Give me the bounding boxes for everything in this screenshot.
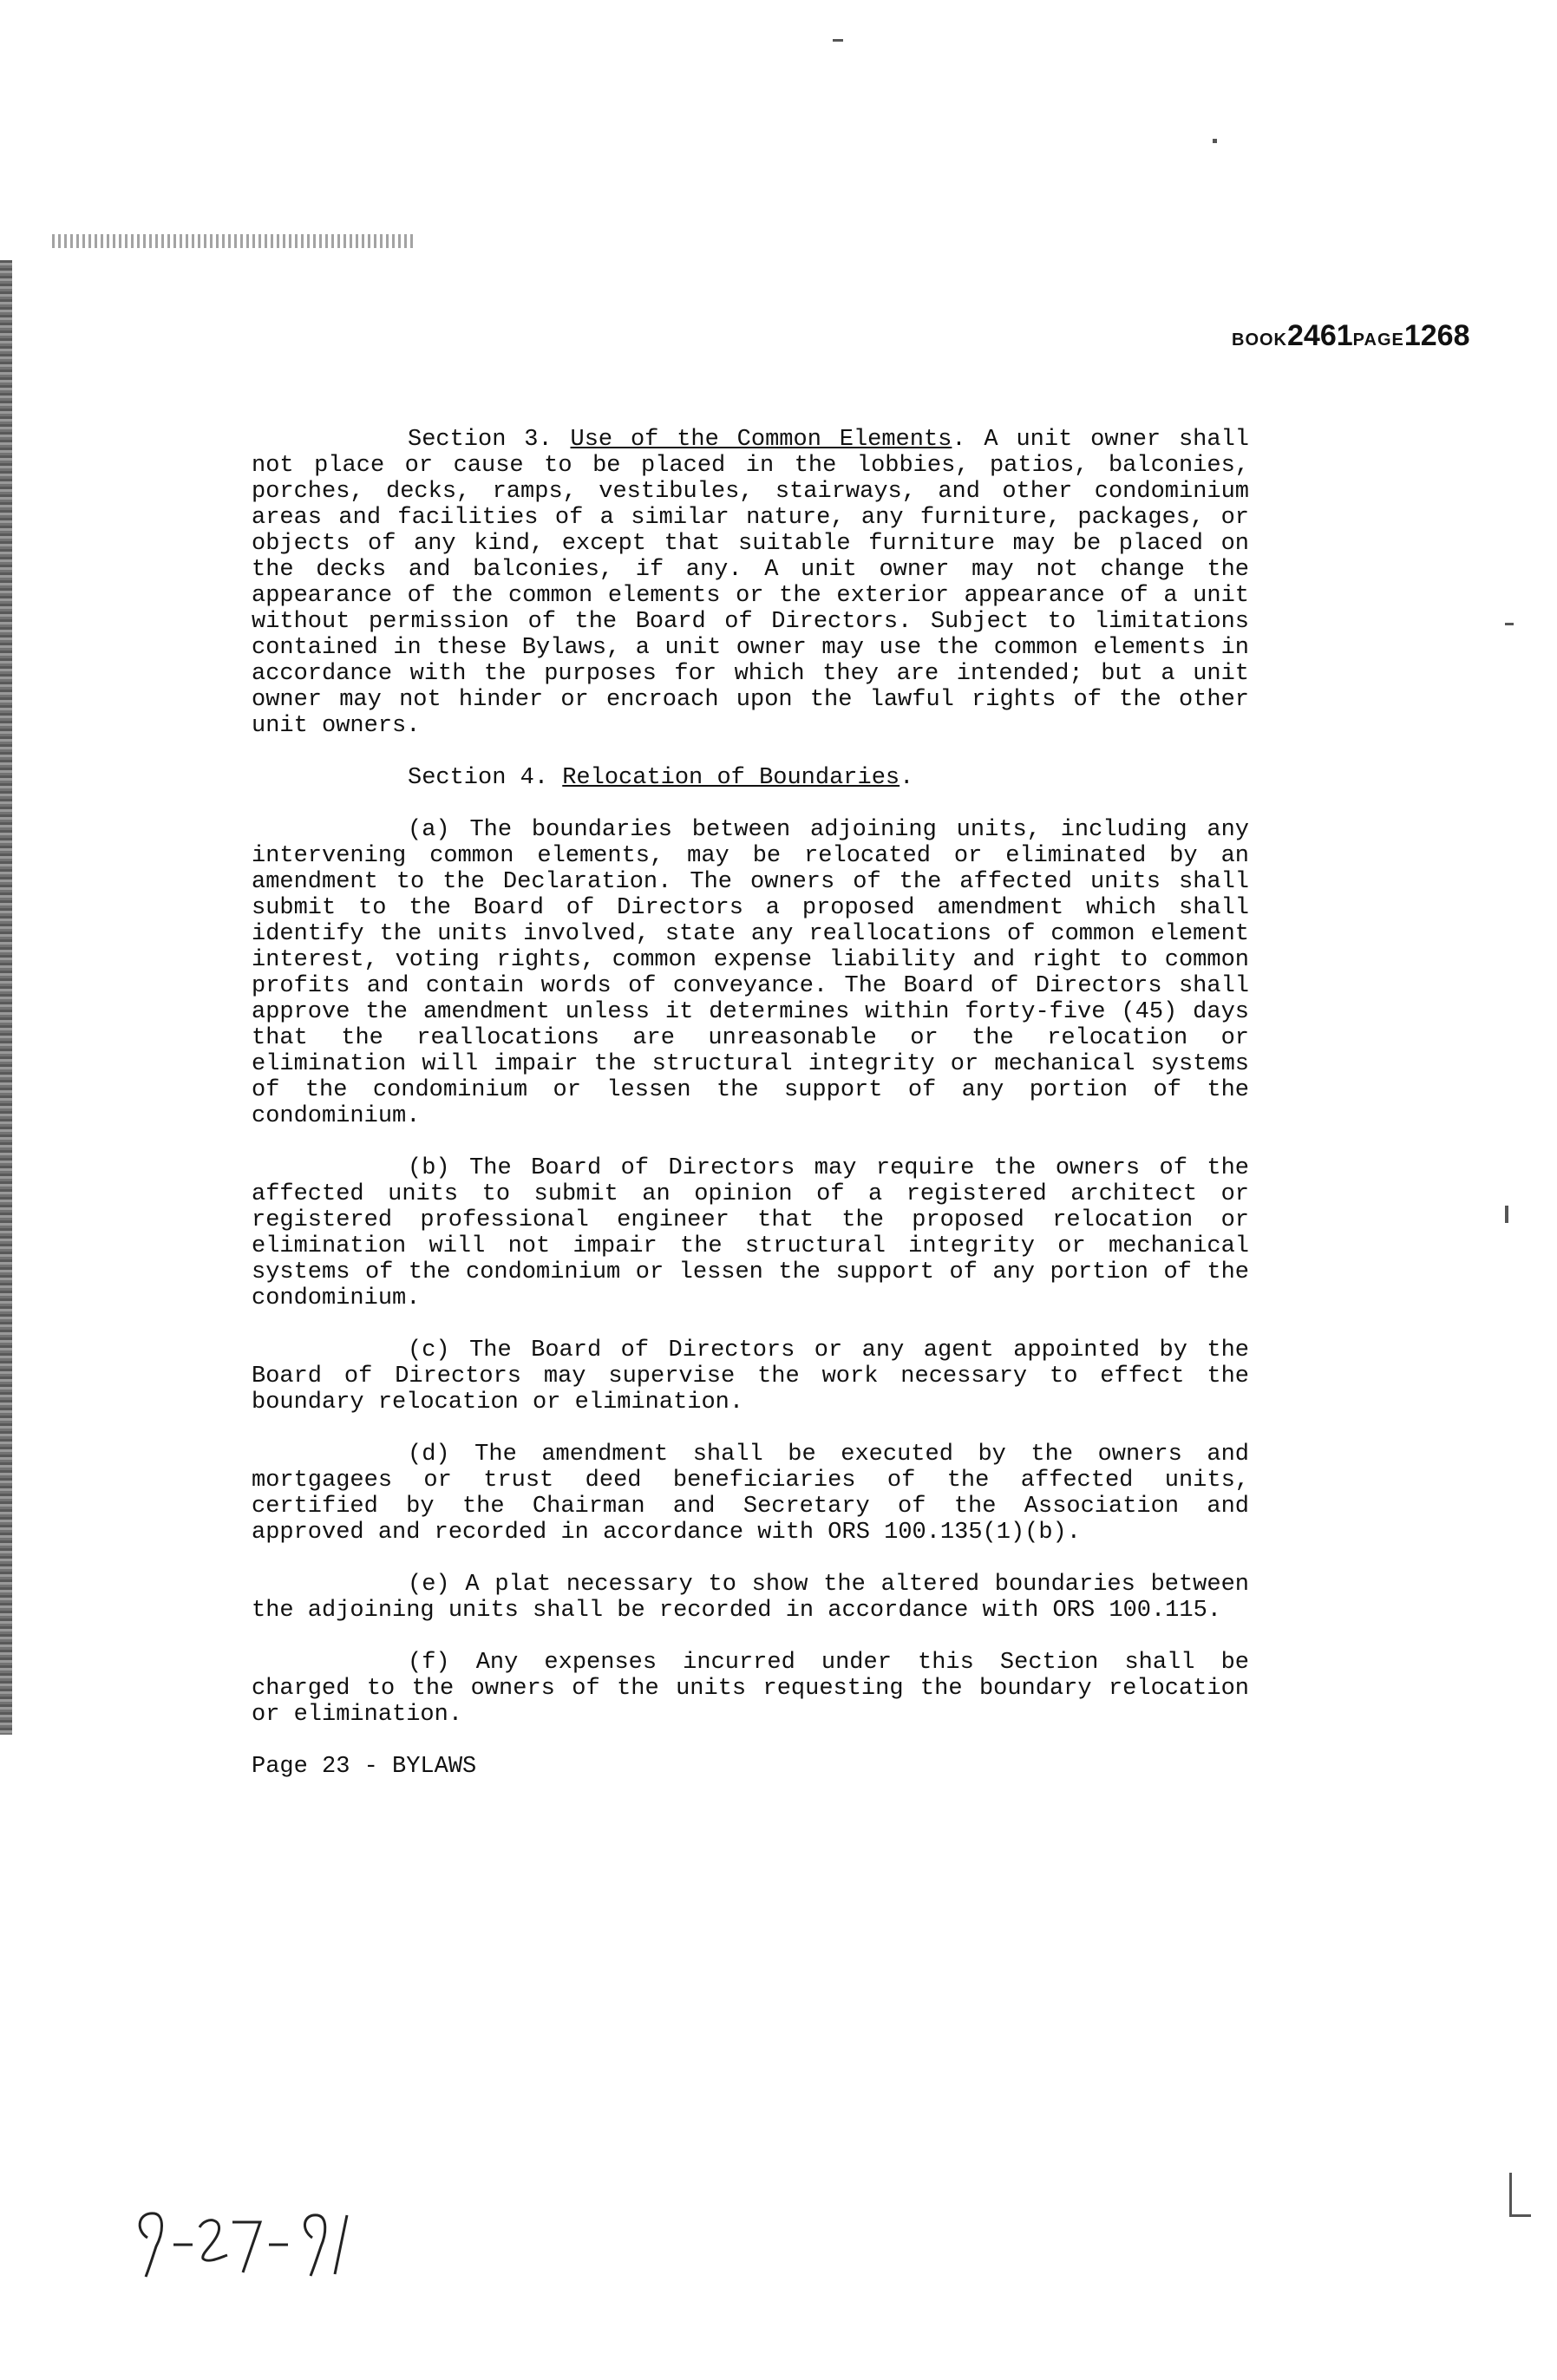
margin-mark xyxy=(1509,2214,1531,2217)
section-3-intro: Section 3. xyxy=(408,427,553,453)
section-3-title: Use of the Common Elements xyxy=(570,427,952,453)
margin-mark xyxy=(833,39,843,42)
recording-stamp xyxy=(1232,319,1469,353)
section-4-paragraph-c: (c) The Board of Directors or any agent appointed by the Board of Directors may supervise the work necessary to effect the boundary relocation or elimination. xyxy=(252,1337,1249,1416)
section-4-paragraph-a: (a) The boundaries between adjoining units, including any intervening common elements, may be relocated or eliminated by an amendment to the Declaration. The owners of the affected units shall submit to the Board of Directors a proposed amendment which shall identify the units involved, state any reallocations of common element interest, voting rights, common expense liability and right to common profits and contain words of conveyance. The Board of Directors shall approve the amendment unless it determines within forty-five (45) days that the reallocations are unreasonable or the relocation or elimination will impair the structural integrity or mechanical systems of the condominium or lessen the support of any portion of the condominium. xyxy=(252,817,1249,1129)
stamp-book-label: BOOK xyxy=(1232,330,1287,350)
section-4-title: Relocation of Boundaries xyxy=(562,765,900,791)
section-3-body: . A unit owner shall not place or cause to be placed in the lobbies, patios, balconies, porches, decks, ramps, vestibules, stairways, and other condominium areas and facilities of a similar nature, any furniture, packages, or objects of any kind, except that suitable furniture may be placed on the decks and balconies, if any. A unit owner may not change the appearance of the common elements or the exterior appearance of a unit without permission of the Board of Directors. Subject to limitations contained in these Bylaws, a unit owner may use the common elements in accordance with the purposes for which they are intended; but a unit owner may not hinder or encroach upon the lawful rights of the other unit owners. xyxy=(252,427,1249,739)
stamp-page-number: 1268 xyxy=(1403,319,1470,352)
stamp-book-number: 2461 xyxy=(1287,319,1353,352)
section-4-paragraph-b: (b) The Board of Directors may require the owners of the affected units to submit an opinion of a registered architect or registered professional engineer that the proposed relocation or elimination will not impair the structural integrity or mechanical systems of the condominium or lessen the support of any portion of the condominium. xyxy=(252,1155,1249,1311)
margin-mark xyxy=(1505,623,1514,625)
scan-edge-artifact xyxy=(0,260,12,1735)
stamp-page-label: PAGE xyxy=(1352,330,1404,350)
section-4-paragraph-f: (f) Any expenses incurred under this Section shall be charged to the owners of the units requesting the boundary relocation or elimination. xyxy=(252,1650,1249,1728)
page-footer: Page 23 - BYLAWS xyxy=(252,1754,477,1780)
margin-mark xyxy=(1505,1206,1508,1223)
section-4-heading xyxy=(252,765,1249,791)
handwritten-date-mark xyxy=(130,2203,364,2281)
section-3-paragraph xyxy=(252,427,1249,739)
document-body xyxy=(252,427,1249,1780)
scan-top-artifact xyxy=(52,234,416,248)
margin-mark xyxy=(1213,139,1217,143)
section-4-title-end: . xyxy=(900,765,914,791)
margin-mark xyxy=(1509,2173,1512,2216)
section-4-paragraph-d: (d) The amendment shall be executed by the owners and mortgagees or trust deed beneficiaries of the affected units, certified by the Chairman and Secretary of the Association and approved and recorded in accordance with ORS 100.135(1)(b). xyxy=(252,1442,1249,1546)
section-4-paragraph-e: (e) A plat necessary to show the altered boundaries between the adjoining units shall be recorded in accordance with ORS 100.115. xyxy=(252,1572,1249,1624)
section-4-intro: Section 4. xyxy=(408,765,549,791)
